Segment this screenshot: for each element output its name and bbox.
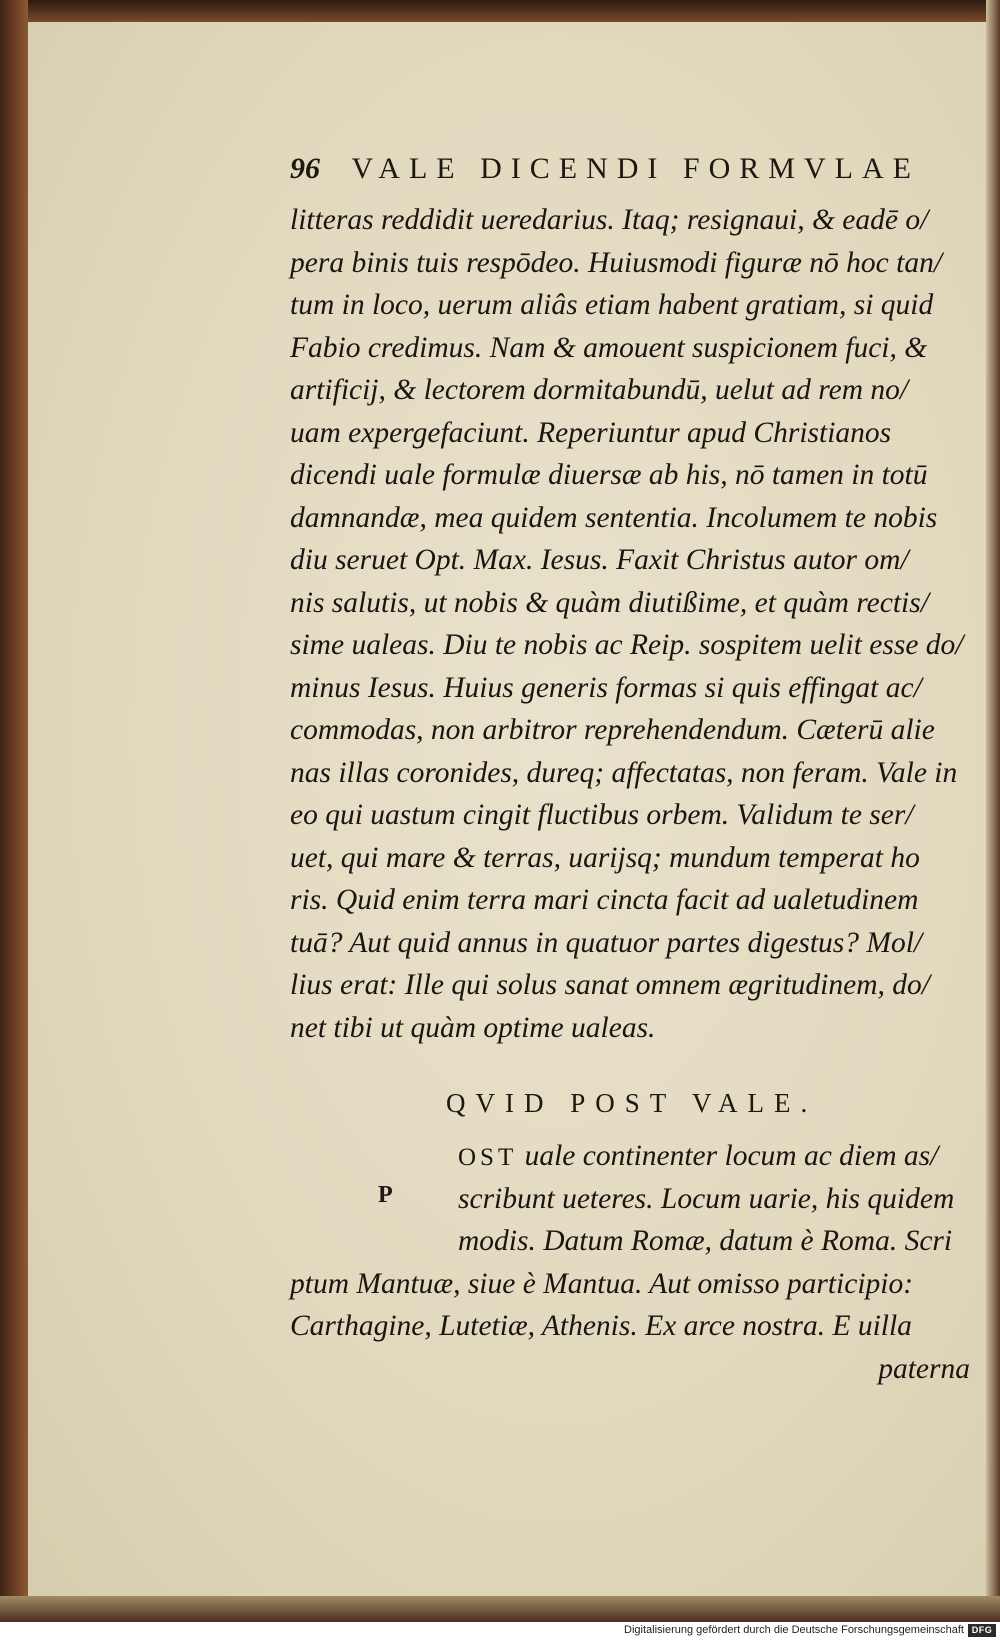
main-text-block <box>290 199 980 1049</box>
funding-credit: Digitalisierung gefördert durch die Deutsche Forschungsgemeinschaft <box>624 1624 964 1636</box>
running-title: VALE DICENDI FORMVLAE <box>351 152 920 185</box>
section-text-block <box>290 1135 980 1390</box>
text-line: commodas, non arbitror reprehendendum. Cæterū alie <box>290 714 935 746</box>
text-line: nas illas coronides, dureq; affectatas, non feram. Vale in <box>290 756 958 789</box>
drop-initial: P <box>378 1182 393 1208</box>
book-top-edge <box>0 0 1000 22</box>
text-line: Fabio credimus. Nam & amouent suspicionem fuci, & <box>290 331 928 364</box>
text-line: artificij, & lectorem dormitabundū, uelut ad rem no/ <box>290 374 909 406</box>
catchword: paterna <box>878 1352 970 1385</box>
section-heading: QVID POST VALE. <box>446 1088 818 1118</box>
running-header <box>290 152 970 186</box>
text-line: net tibi ut quàm optime ualeas. <box>290 1011 656 1044</box>
text-line: uet, qui mare & terras, uarijsq; mundum temperat ho <box>290 841 920 874</box>
footer-bar <box>0 1622 1000 1640</box>
text-line: nis salutis, ut nobis & quàm diutißime, et quàm rectis/ <box>290 586 929 619</box>
text-line: pera binis tuis respōdeo. Huiusmodi figuræ nō hoc tan/ <box>290 246 943 279</box>
text-line: eo qui uastum cingit fluctibus orbem. Validum te ser/ <box>290 799 914 831</box>
text-line: diu seruet Opt. Max. Iesus. Faxit Christus autor om/ <box>290 544 909 576</box>
text-line-rest: uale continenter locum ac diem as/ <box>524 1140 939 1172</box>
text-line: modis. Datum Romæ, datum è Roma. Scri <box>458 1225 953 1257</box>
text-line: ris. Quid enim terra mari cincta facit ad ualetudinem <box>290 884 919 916</box>
dfg-logo-icon: DFG <box>968 1624 996 1637</box>
book-right-edge <box>986 0 1000 1622</box>
section-first-word: OST <box>458 1144 518 1171</box>
text-line: lius erat: Ille qui solus sanat omnem ægritudinem, do/ <box>290 969 930 1001</box>
text-line: litteras reddidit ueredarius. Itaq; resignaui, & eadē o/ <box>290 204 929 236</box>
paper-page <box>28 22 986 1596</box>
text-line: uam expergefaciunt. Reperiuntur apud Christianos <box>290 416 892 449</box>
text-line: sime ualeas. Diu te nobis ac Reip. sospitem uelit esse do/ <box>290 629 964 661</box>
book-binding-edge <box>0 0 28 1622</box>
text-line: minus Iesus. Huius generis formas si quis effingat ac/ <box>290 671 922 704</box>
text-line: tum in loco, uerum aliâs etiam habent gratiam, si quid <box>290 289 934 321</box>
text-line: damnandæ, mea quidem sententia. Incolumem te nobis <box>290 501 938 534</box>
text-line <box>290 1135 980 1178</box>
text-line: Carthagine, Lutetiæ, Athenis. Ex arce nostra. E uilla <box>290 1310 912 1342</box>
text-line: dicendi uale formulæ diuersæ ab his, nō tamen in totū <box>290 459 928 491</box>
text-line: scribunt ueteres. Locum uarie, his quidem <box>458 1182 955 1215</box>
page-number: 96 <box>290 152 320 185</box>
text-line: tuā? Aut quid annus in quatuor partes digestus? Mol/ <box>290 926 923 959</box>
book-bottom-edge <box>0 1596 1000 1622</box>
text-line: ptum Mantuæ, siue è Mantua. Aut omisso participio: <box>290 1267 914 1300</box>
